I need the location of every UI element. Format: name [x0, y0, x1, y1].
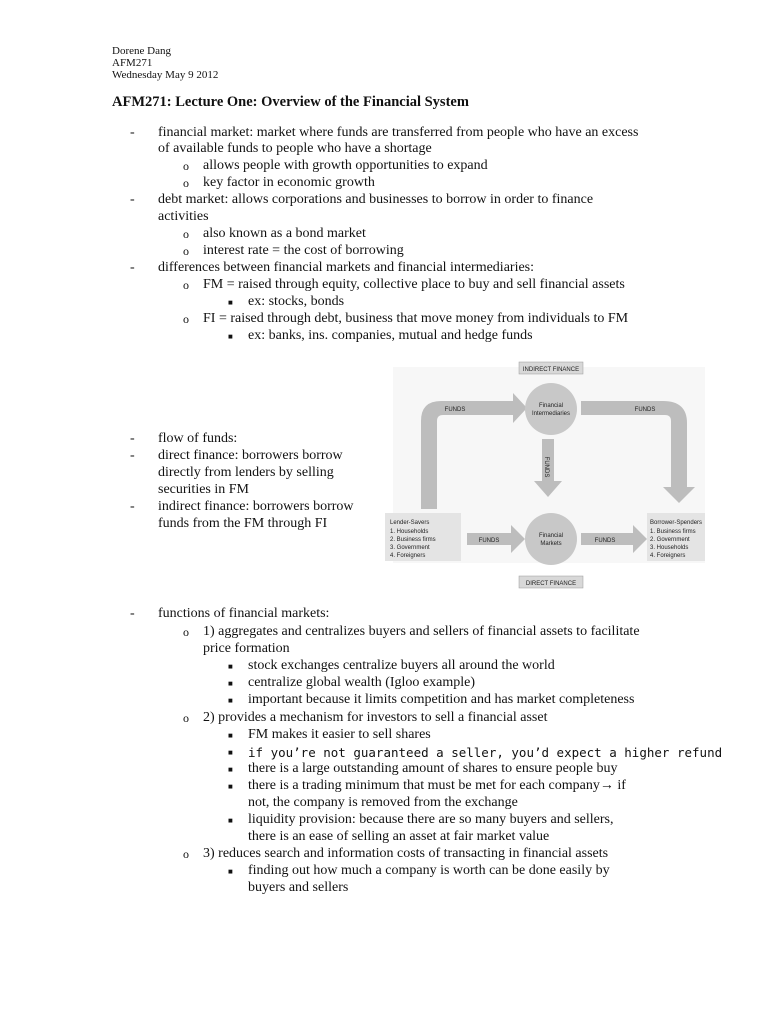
square-bullet: ■	[228, 298, 233, 307]
square-bullet: ■	[228, 696, 233, 705]
fi-label-line2: Intermediaries	[531, 411, 571, 417]
square-bullet: ■	[228, 748, 233, 757]
differences-heading: differences between financial markets and financial intermediaries:	[158, 260, 535, 275]
lecture-date: Wednesday May 9 2012	[112, 69, 219, 81]
borrower-item: 3. Households	[650, 545, 689, 551]
funds-label: FUNDS	[543, 456, 549, 478]
lender-item: 3. Government	[390, 545, 430, 551]
list-item-cont: not, the company is removed from the exchange	[248, 795, 518, 810]
funds-label: FUNDS	[594, 538, 616, 544]
borrower-item: 1. Business firms	[650, 529, 696, 535]
square-bullet: ■	[228, 731, 233, 740]
borrower-item: 2. Government	[650, 537, 690, 543]
square-bullet: ■	[228, 867, 233, 876]
list-item: there is a trading minimum that must be met for each company→ if	[248, 778, 626, 793]
square-bullet: ■	[228, 765, 233, 774]
list-item: liquidity provision: because there are so many buyers and sellers,	[248, 812, 614, 827]
square-bullet: ■	[228, 662, 233, 671]
borrower-item: 4. Foreigners	[650, 553, 686, 559]
list-item: centralize global wealth (Igloo example)	[248, 675, 476, 690]
fm-label-line1: Financial	[538, 533, 564, 539]
financial-market-definition: financial market: market where funds are transferred from people who have an excess	[158, 125, 639, 140]
circle-bullet: o	[183, 176, 189, 190]
dash-bullet: -	[130, 499, 135, 514]
lender-item: 4. Foreigners	[390, 553, 426, 559]
function-2: 2) provides a mechanism for investors to sell a financial asset	[203, 710, 548, 725]
dash-bullet: -	[130, 192, 135, 207]
square-bullet: ■	[228, 816, 233, 825]
functions-heading: functions of financial markets:	[158, 606, 330, 621]
fi-label-line1: Financial	[538, 403, 564, 409]
circle-bullet: o	[183, 278, 189, 292]
debt-market-definition-cont: activities	[158, 209, 209, 224]
course-code: AFM271	[112, 57, 153, 69]
list-item: interest rate = the cost of borrowing	[203, 243, 404, 258]
square-bullet: ■	[228, 782, 233, 791]
list-item: key factor in economic growth	[203, 175, 375, 190]
list-item: allows people with growth opportunities to expand	[203, 158, 488, 173]
direct-finance-text-cont: directly from lenders by selling	[158, 465, 334, 480]
function-1: 1) aggregates and centralizes buyers and sellers of financial assets to facilitate	[203, 624, 640, 639]
financial-market-definition-cont: of available funds to people who have a shortage	[158, 141, 432, 156]
funds-label: FUNDS	[444, 407, 466, 413]
list-item: stock exchanges centralize buyers all around the world	[248, 658, 555, 673]
circle-bullet: o	[183, 625, 189, 639]
lender-item: 2. Business firms	[390, 537, 436, 543]
circle-bullet: o	[183, 159, 189, 173]
flow-of-funds-diagram	[385, 357, 705, 593]
list-item: there is a large outstanding amount of shares to ensure people buy	[248, 761, 618, 776]
dash-bullet: -	[130, 260, 135, 275]
lender-savers-title: Lender-Savers	[390, 520, 430, 526]
circle-bullet: o	[183, 711, 189, 725]
circle-bullet: o	[183, 244, 189, 258]
circle-bullet: o	[183, 312, 189, 326]
list-item: FM = raised through equity, collective place to buy and sell financial assets	[203, 277, 625, 292]
indirect-finance-label: INDIRECT FINANCE	[522, 367, 580, 373]
circle-bullet: o	[183, 847, 189, 861]
list-item-cont: buyers and sellers	[248, 880, 349, 895]
page-title: AFM271: Lecture One: Overview of the Financial System	[112, 94, 469, 110]
lender-item: 1. Households	[390, 529, 429, 535]
direct-finance-text: direct finance: borrowers borrow	[158, 448, 343, 463]
list-item: also known as a bond market	[203, 226, 366, 241]
direct-finance-text-cont: securities in FM	[158, 482, 249, 497]
list-item: finding out how much a company is worth can be done easily by	[248, 863, 610, 878]
debt-market-definition: debt market: allows corporations and businesses to borrow in order to finance	[158, 192, 594, 207]
direct-finance-label: DIRECT FINANCE	[525, 581, 577, 587]
flow-of-funds-heading: flow of funds:	[158, 431, 238, 446]
dash-bullet: -	[130, 125, 135, 140]
list-item-cont: there is an ease of selling an asset at fair market value	[248, 829, 550, 844]
list-item: ex: banks, ins. companies, mutual and hedge funds	[248, 328, 533, 343]
function-1-cont: price formation	[203, 641, 290, 656]
author-name: Dorene Dang	[112, 45, 171, 57]
list-item: FI = raised through debt, business that move money from individuals to FM	[203, 311, 629, 326]
funds-label: FUNDS	[478, 538, 500, 544]
dash-bullet: -	[130, 431, 135, 446]
fm-label-line2: Markets	[540, 541, 562, 547]
indirect-finance-text: indirect finance: borrowers borrow	[158, 499, 354, 514]
circle-bullet: o	[183, 227, 189, 241]
list-item: ex: stocks, bonds	[248, 294, 345, 309]
dash-bullet: -	[130, 448, 135, 463]
function-3: 3) reduces search and information costs of transacting in financial assets	[203, 846, 609, 861]
indirect-finance-text-cont: funds from the FM through FI	[158, 516, 328, 531]
dash-bullet: -	[130, 606, 135, 621]
list-item: FM makes it easier to sell shares	[248, 727, 431, 742]
list-item: important because it limits competition and has market completeness	[248, 692, 635, 707]
square-bullet: ■	[228, 679, 233, 688]
square-bullet: ■	[228, 332, 233, 341]
list-item: if you’re not guaranteed a seller, you’d expect a higher refund	[248, 745, 723, 760]
funds-label: FUNDS	[634, 407, 656, 413]
borrower-spenders-title: Borrower-Spenders	[650, 520, 703, 526]
